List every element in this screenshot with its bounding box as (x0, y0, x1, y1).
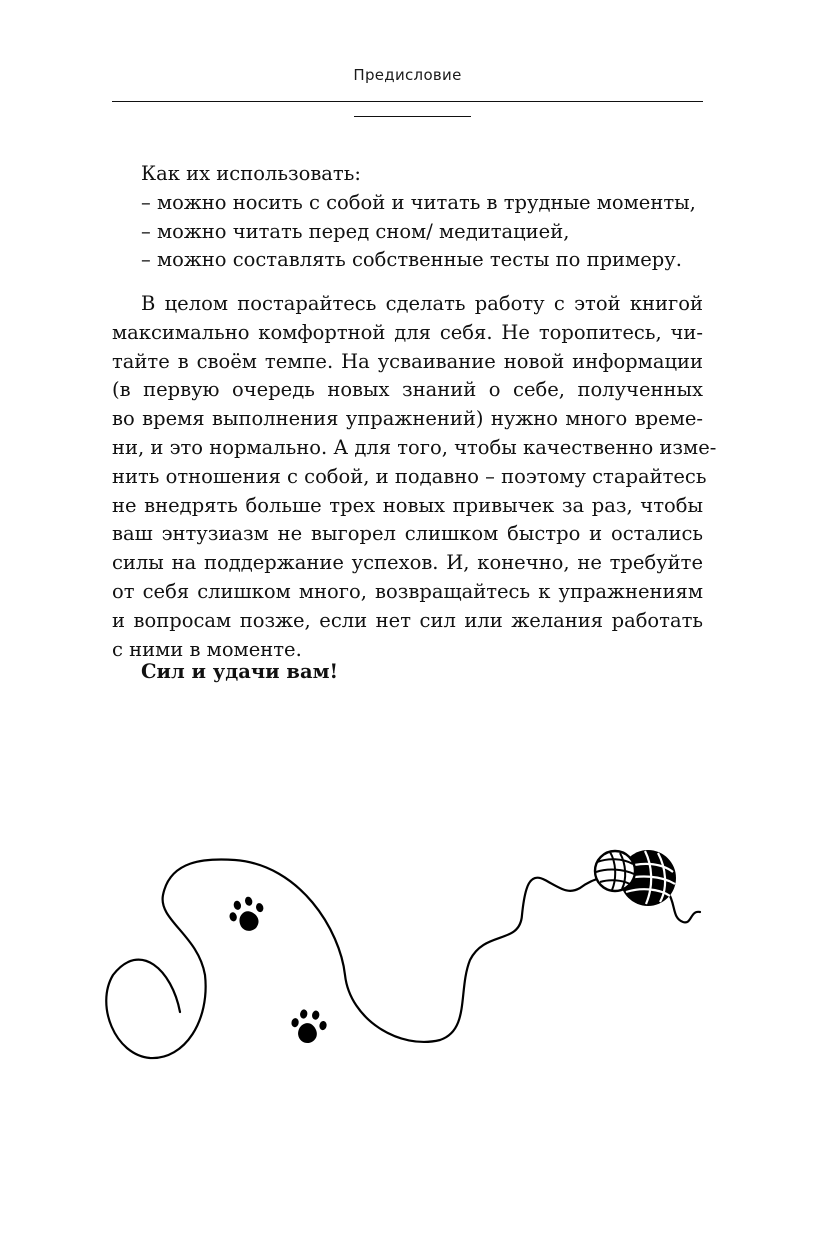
paragraph-line: не внедрять больше трех новых привычек за раз, чтобы (112, 493, 703, 517)
paragraph-line: максимально комфортной для себя. Не торопитесь, чи- (112, 320, 703, 344)
yarn-thread (106, 859, 600, 1058)
paragraph-line: силы на поддержание успехов. И, конечно, не требуйте (112, 551, 703, 575)
usage-list (141, 160, 703, 275)
paragraph-line: с ними в моменте. (112, 637, 302, 661)
header-rule (112, 101, 703, 102)
paragraph-line: во время выполнения упражнений) нужно много време- (112, 407, 703, 431)
usage-item: – можно читать перед сном/ медитацией, (141, 219, 570, 243)
usage-heading: Как их использовать: (141, 162, 361, 185)
paw-print-icon (226, 894, 269, 936)
yarn-ball-icon (595, 851, 635, 891)
usage-item: – можно носить с собой и читать в трудные моменты, (141, 190, 696, 214)
yarn-illustration (0, 820, 815, 1080)
paragraph-line: нить отношения с собой, и подавно – поэтому старайтесь (112, 464, 707, 488)
main-paragraph (112, 290, 717, 664)
paragraph-line: В целом постарайтесь сделать работу с этой книгой (141, 292, 703, 315)
paragraph-line: тайте в своём темпе. На усваивание новой информации (112, 349, 703, 373)
paw-print-icon (288, 1007, 329, 1046)
closing-line: Сил и удачи вам! (141, 660, 339, 683)
paragraph-line: и вопросам позже, если нет сил или желания работать (112, 608, 703, 632)
header-short-rule (354, 116, 471, 117)
paragraph-line: от себя слишком много, возвращайтесь к упражнениям (112, 579, 703, 603)
yarn-tail (668, 892, 700, 922)
paragraph-line: (в первую очередь новых знаний о себе, полученных (112, 378, 703, 402)
usage-item: – можно составлять собственные тесты по примеру. (141, 248, 682, 272)
paragraph-line: ни, и это нормально. А для того, чтобы качественно изме- (112, 435, 717, 459)
running-title: Предисловие (353, 66, 462, 84)
paragraph-line: ваш энтузиазм не выгорел слишком быстро и остались (112, 522, 703, 546)
